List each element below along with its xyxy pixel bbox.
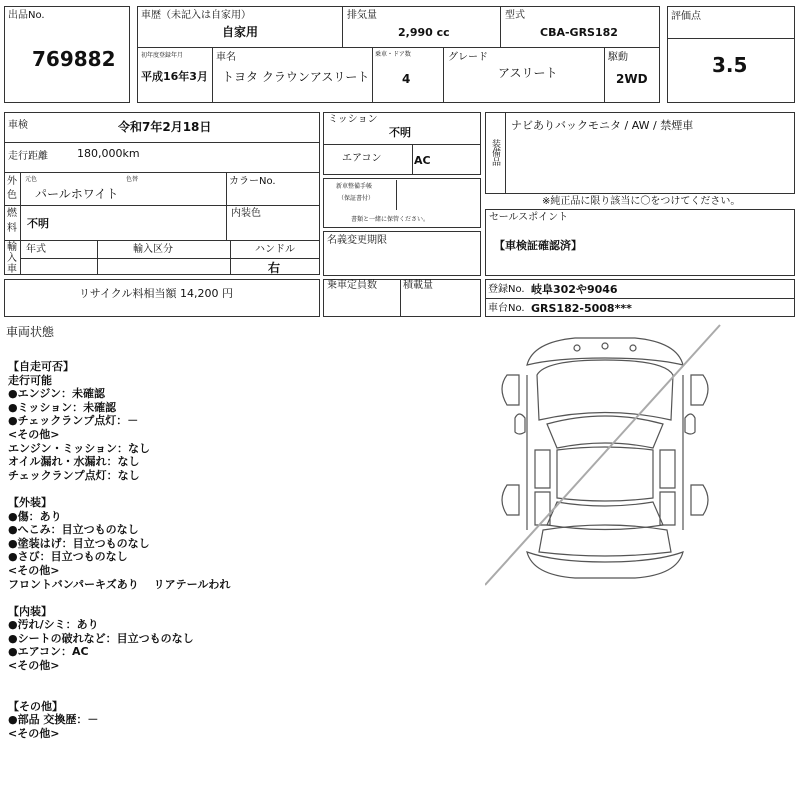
displacement-value: 2,990 cc [398, 26, 450, 39]
score-value: 3.5 [712, 53, 748, 77]
capacity-label: 乗車定員数 [327, 280, 377, 291]
registration-label: 登録No. [488, 284, 525, 295]
lot-number-value: 769882 [32, 47, 116, 71]
inspection-value: 令和7年2月18日 [118, 120, 212, 134]
model-code-label: 型式 [505, 10, 525, 21]
condition-line: ●さび：目立つものなし [8, 550, 128, 564]
history-label: 車歴（未記入は自家用） [141, 10, 251, 21]
condition-line: 【自走可否】 [8, 360, 74, 373]
grade-label: グレード [448, 52, 488, 63]
load-label: 積載量 [403, 280, 433, 291]
condition-line: 【外装】 [8, 495, 52, 509]
first-reg-value: 平成16年3月 [141, 70, 208, 83]
handle-label: ハンドル [255, 244, 295, 255]
import-label-1: 輸 [7, 242, 17, 253]
condition-line: <その他> [8, 727, 60, 741]
score-label: 評価点 [671, 11, 701, 22]
condition-line [8, 686, 230, 700]
import-type-label: 輸入区分 [133, 244, 173, 255]
fuel-value: 不明 [27, 217, 49, 230]
car-name-value: トヨタ クラウンアスリート [222, 70, 370, 84]
fuel-label-1: 燃 [7, 208, 17, 219]
condition-line [8, 591, 230, 605]
grade-value: アスリート [498, 66, 558, 80]
name-change-label: 名義変更期限 [327, 235, 387, 246]
maintenance-label-1: 新車整備手帳 [336, 183, 373, 190]
car-diagram [485, 320, 725, 590]
condition-line: ●へこみ：目立つものなし [8, 523, 139, 537]
import-year-label: 年式 [26, 244, 46, 255]
import-label-2: 入 [7, 253, 17, 264]
maintenance-note: 書類と一緒に保管ください。 [351, 216, 430, 223]
mission-label: ミッション [328, 114, 378, 125]
condition-title: 車両状態 [6, 325, 55, 339]
doors-label: 乗車・ドア数 [375, 51, 411, 58]
lot-number-label: 出品No. [8, 10, 45, 21]
doors-value: 4 [402, 72, 411, 86]
condition-line [8, 482, 230, 496]
condition-line: フロントバンパーキズあり リアテールわれ [8, 577, 231, 591]
mileage-label: 走行距離 [8, 151, 48, 162]
condition-line: ●エアコン：AC [8, 645, 89, 659]
condition-line: ●部品 交換歴：－ [8, 713, 99, 727]
condition-line: エンジン・ミッション：なし [8, 441, 151, 455]
inspection-label: 車検 [8, 120, 28, 131]
condition-list [8, 360, 230, 741]
chassis-value: GRS182-5008*** [531, 302, 632, 315]
equipment-value: ナビありバックモニタ / AW / 禁煙車 [511, 119, 694, 132]
import-label-3: 車 [7, 264, 17, 275]
sales-point-label: セールスポイント [489, 212, 569, 223]
registration-value: 岐阜302や9046 [531, 283, 618, 296]
condition-line: <その他> [8, 659, 60, 673]
chassis-label: 車台No. [488, 303, 525, 314]
condition-line: オイル漏れ・水漏れ：なし [8, 455, 140, 469]
repaint-color-label: 色替 [126, 176, 139, 183]
condition-line: チェックランプ点灯：なし [8, 468, 140, 482]
condition-line: <その他> [8, 563, 60, 577]
mileage-value: 180,000km [77, 147, 140, 160]
condition-line: ●傷：あり [8, 509, 62, 523]
history-value: 自家用 [222, 25, 259, 39]
sales-point-value: 【車検証確認済】 [494, 239, 582, 252]
interior-color-label: 内装色 [231, 208, 261, 219]
equipment-note: ※純正品に限り該当に〇をつけてください。 [542, 196, 741, 207]
maintenance-label-2: （保証書付） [338, 195, 375, 202]
condition-line: ●チェックランプ点灯：－ [8, 414, 139, 428]
condition-line: <その他> [8, 427, 60, 441]
equipment-label: 装備品 [490, 139, 500, 166]
fuel-label-2: 料 [7, 223, 17, 234]
condition-line: ●塗装はげ：目立つものなし [8, 536, 150, 550]
handle-value: 右 [268, 261, 281, 275]
condition-line: 【その他】 [8, 699, 63, 713]
outer-color-label-1: 外 [7, 176, 17, 187]
condition-line: ●エンジン：未確認 [8, 387, 106, 401]
mission-value: 不明 [389, 126, 411, 139]
aircon-label: エアコン [342, 153, 382, 164]
aircon-value: AC [414, 154, 431, 167]
condition-line: ●汚れ/シミ：あり [8, 618, 99, 632]
car-name-label: 車名 [216, 52, 236, 63]
outer-color-value: パールホワイト [35, 187, 119, 201]
drive-value: 2WD [616, 72, 648, 86]
condition-line: ●シートの破れなど：目立つものなし [8, 631, 194, 645]
condition-line: ●ミッション：未確認 [8, 400, 117, 414]
drive-label: 駆動 [608, 52, 628, 63]
condition-line: 【内装】 [8, 604, 52, 618]
recycle-text: リサイクル料相当額 14,200 円 [79, 287, 233, 300]
model-code-value: CBA-GRS182 [540, 26, 618, 39]
first-reg-label: 初年度登録年月 [141, 52, 184, 59]
displacement-label: 排気量 [347, 10, 377, 21]
original-color-label: 元色 [25, 176, 38, 183]
outer-color-label-2: 色 [7, 190, 17, 201]
condition-line [8, 673, 230, 687]
color-no-label: カラーNo. [229, 176, 276, 187]
condition-line: 走行可能 [8, 373, 52, 387]
